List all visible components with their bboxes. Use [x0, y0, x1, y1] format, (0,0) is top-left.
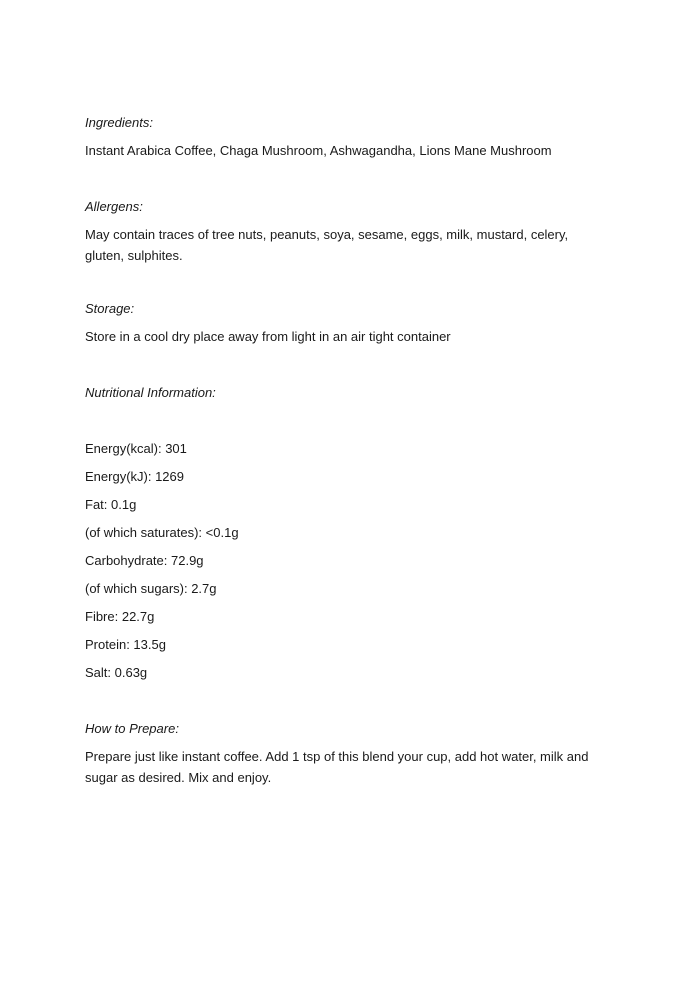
ingredients-text: Instant Arabica Coffee, Chaga Mushroom, Ashwagandha, Lions Mane Mushroom [85, 143, 552, 158]
storage-text: Store in a cool dry place away from light in an air tight container [85, 329, 451, 344]
nutrition-heading: Nutritional Information: [85, 385, 216, 400]
nutrition-item-salt: Salt: 0.63g [85, 665, 148, 680]
nutrition-item-energy-kcal: Energy(kcal): 301 [85, 441, 187, 456]
preparation-heading: How to Prepare: [85, 721, 179, 736]
allergens-heading: Allergens: [85, 199, 143, 214]
nutrition-item-protein: Protein: 13.5g [85, 637, 166, 652]
nutrition-item-energy-kj: Energy(kJ): 1269 [85, 469, 184, 484]
nutrition-item-saturates: (of which saturates): <0.1g [85, 525, 239, 540]
preparation-text: Prepare just like instant coffee. Add 1 tsp of this blend your cup, add hot water, milk and sugar as desired. Mix and enjoy. [85, 749, 589, 785]
nutrition-item-fat: Fat: 0.1g [85, 497, 137, 512]
nutrition-item-carbohydrate: Carbohydrate: 72.9g [85, 553, 204, 568]
nutrition-item-fibre: Fibre: 22.7g [85, 609, 155, 624]
ingredients-heading: Ingredients: [85, 115, 153, 130]
allergens-text: May contain traces of tree nuts, peanuts, soya, sesame, eggs, milk, mustard, celery, gluten, sulphites. [85, 227, 569, 263]
nutrition-item-sugars: (of which sugars): 2.7g [85, 581, 217, 596]
storage-heading: Storage: [85, 301, 135, 316]
